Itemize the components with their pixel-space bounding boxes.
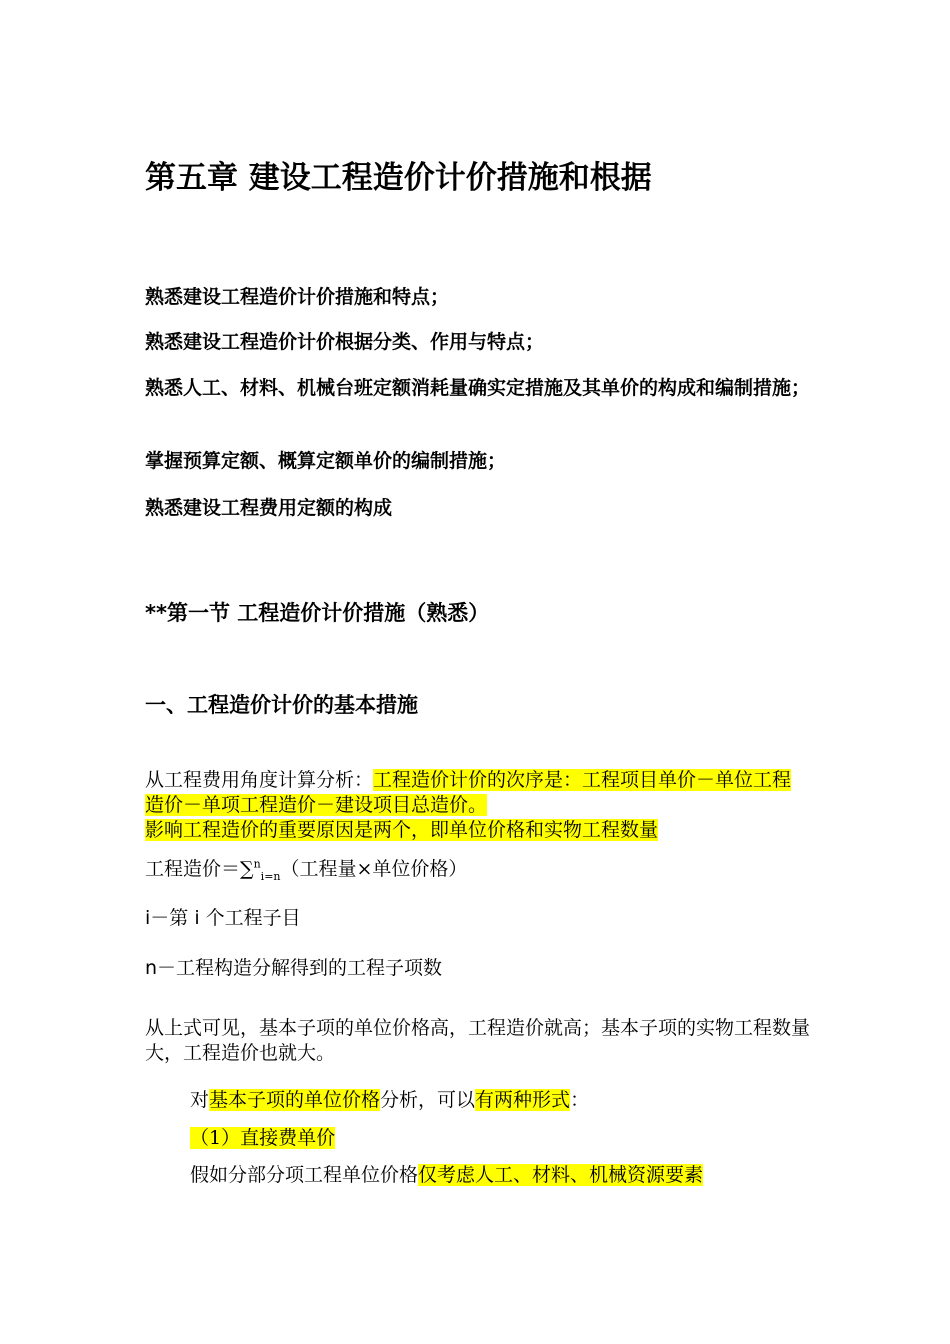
resource-factors-lead: 假如分部分项工程单位价格	[190, 1164, 419, 1186]
paragraph-resource-factors	[190, 1163, 810, 1188]
cost-formula	[145, 857, 810, 882]
definition-n: n－工程构造分解得到的工程子项数	[145, 957, 443, 979]
two-forms-part-a: 对	[190, 1089, 210, 1111]
highlight-main-factors: 影响工程造价的重要原因是两个，即单位价格和实物工程数量	[145, 819, 659, 841]
paragraph-conclusion: 从上式可见，基本子项的单位价格高，工程造价就高；基本子项的实物工程数量大，工程造价也就大。	[145, 1017, 811, 1064]
highlight-direct-cost: （1）直接费单价	[190, 1127, 336, 1149]
objective-5: 熟悉建设工程费用定额的构成	[145, 497, 393, 519]
subsection-title: 一、工程造价计价的基本措施	[145, 693, 418, 717]
highlight-two-forms: 有两种形式	[475, 1089, 571, 1111]
objective-1: 熟悉建设工程造价计价措施和特点；	[145, 286, 450, 308]
definition-i: i－第 i 个工程子目	[145, 907, 301, 929]
two-forms-part-e: ：	[570, 1089, 590, 1111]
formula-subscript: i=n	[260, 869, 281, 883]
highlight-pricing-order: 工程造价计价的次序是：工程项目单价－单位工程造价－单项工程造价－建设项目总造价。	[145, 769, 792, 816]
formula-suffix: （工程量×单位价格）	[280, 858, 468, 880]
highlight-unit-price: 基本子项的单位价格	[209, 1089, 381, 1111]
objective-4: 掌握预算定额、概算定额单价的编制措施；	[145, 450, 507, 472]
highlight-resource-factors: 仅考虑人工、材料、机械资源要素	[418, 1164, 704, 1186]
paragraph-cost-analysis-lead: 从工程费用角度计算分析：	[145, 769, 374, 791]
chapter-title: 第五章 建设工程造价计价措施和根据	[145, 160, 652, 196]
section-title: **第一节 工程造价计价措施（熟悉）	[145, 601, 490, 625]
paragraph-two-forms	[190, 1088, 810, 1113]
list-item-direct-cost	[190, 1126, 810, 1151]
formula-prefix: 工程造价＝∑	[145, 858, 254, 880]
objective-3: 熟悉人工、材料、机械台班定额消耗量确实定措施及其单价的构成和编制措施；	[145, 377, 811, 399]
formula-superscript: n	[253, 857, 261, 871]
paragraph-cost-analysis	[145, 768, 810, 843]
two-forms-part-c: 分析，可以	[380, 1089, 476, 1111]
objective-2: 熟悉建设工程造价计价根据分类、作用与特点；	[145, 331, 545, 353]
